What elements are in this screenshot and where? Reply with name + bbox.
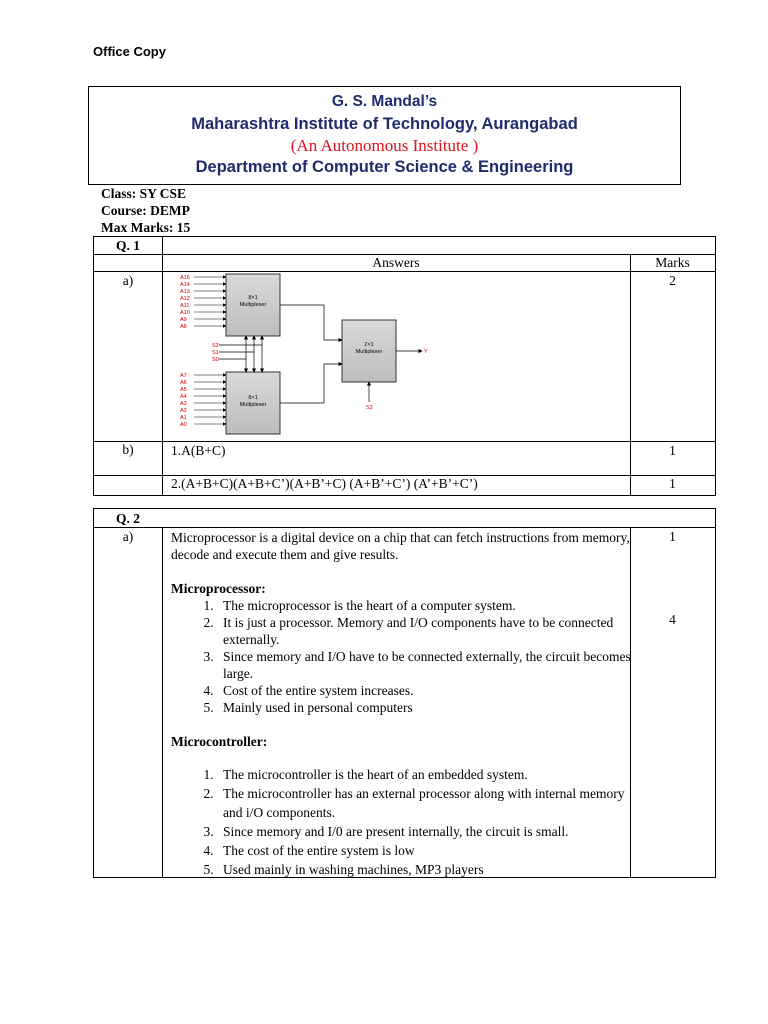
list-item: 5. Mainly used in personal computers [217, 699, 631, 716]
microprocessor-list [171, 597, 631, 716]
select-s2: S2 [212, 343, 219, 349]
answers-header: Answers [372, 255, 420, 270]
max-marks-label: Max Marks: 15 [101, 220, 191, 235]
mux-right-label-1: 2×1 [364, 342, 374, 348]
list-item: 2. The microcontroller has an external processor along with internal memory and i/O components. [217, 784, 631, 822]
q1b-marks-1: 1 [669, 443, 676, 458]
input-bottom-label-A4: A4 [180, 394, 187, 400]
input-top-label-A9: A9 [180, 317, 187, 323]
q1b-expression-2: 2.(A+B+C)(A+B+C’)(A+B’+C) (A+B’+C’) (A’+B’+C’) [171, 476, 478, 491]
q1-label: Q. 1 [115, 238, 140, 253]
q1a-marks: 2 [669, 273, 676, 288]
input-top-label-A10: A10 [180, 310, 190, 316]
input-bottom-label-A6: A6 [180, 380, 187, 386]
input-bottom-label-A3: A3 [180, 401, 187, 407]
input-bottom-label-A5: A5 [180, 387, 187, 393]
list-item: 4. Cost of the entire system increases. [217, 682, 631, 699]
output-y: Y [424, 349, 428, 355]
list-item: 3. Since memory and I/0 are present internally, the circuit is small. [217, 822, 631, 841]
mux-top-label-1: 8×1 [248, 295, 258, 301]
office-copy-label: Office Copy [93, 44, 166, 59]
microcontroller-list [171, 765, 631, 879]
q1b-expression-1: 1.A(B+C) [171, 443, 226, 458]
input-top-label-A15: A15 [180, 275, 190, 281]
input-top-label-A13: A13 [180, 289, 190, 295]
list-item: 4. The cost of the entire system is low [217, 841, 631, 860]
list-item: 2. It is just a processor. Memory and I/O components have to be connected externally. [217, 614, 631, 648]
list-item: 5. Used mainly in washing machines, MP3 players [217, 860, 631, 879]
course-label: Course: DEMP [101, 203, 190, 218]
input-top-label-A11: A11 [180, 303, 190, 309]
q2a-label: a) [122, 529, 134, 544]
input-bottom-label-A0: A0 [180, 422, 187, 428]
mux-bottom-label-1: 8×1 [248, 395, 258, 401]
header-line-1: G. S. Mandal’s [331, 93, 438, 110]
question-1-table [93, 236, 716, 496]
input-top-label-A12: A12 [180, 296, 190, 302]
mux-right-label-2: Multiplexer [355, 349, 383, 355]
q2a-marks-1: 1 [669, 529, 676, 544]
q2a-intro: Microprocessor is a digital device on a chip that can fetch instructions from memory, decode and execute them and give results. [171, 530, 630, 562]
input-bottom-label-A2: A2 [180, 408, 187, 414]
q1a-label: a) [122, 273, 134, 288]
input-top-label-A8: A8 [180, 324, 187, 330]
list-item: 3. Since memory and I/O have to be connected externally, the circuit becomes large. [217, 648, 631, 682]
marks-header: Marks [655, 255, 690, 270]
microcontroller-heading: Microcontroller: [171, 734, 268, 749]
list-item: 1. The microcontroller is the heart of an embedded system. [217, 765, 631, 784]
q1b-marks-2: 1 [669, 476, 676, 491]
select-s3: S3 [366, 405, 373, 411]
multiplexer-diagram [174, 272, 444, 440]
institute-header [88, 86, 681, 185]
mux-top-label-2: Multiplexer [239, 302, 267, 308]
input-bottom-label-A7: A7 [180, 373, 187, 379]
select-s0: S0 [212, 357, 219, 363]
header-line-2: Maharashtra Institute of Technology, Aurangabad [191, 115, 578, 133]
input-bottom-label-A1: A1 [180, 415, 187, 421]
list-item: 1. The microprocessor is the heart of a computer system. [217, 597, 631, 614]
microprocessor-heading: Microprocessor: [171, 581, 266, 596]
header-line-3: (An Autonomous Institute ) [290, 136, 479, 155]
q2a-marks-2: 4 [669, 612, 676, 627]
mux-bottom-label-2: Multiplexer [239, 402, 267, 408]
header-line-4: Department of Computer Science & Engineering [195, 158, 574, 176]
question-2-table [93, 508, 716, 878]
q2a-answer [171, 529, 631, 879]
input-top-label-A14: A14 [180, 282, 190, 288]
select-s1: S1 [212, 350, 219, 356]
q2-label: Q. 2 [115, 511, 140, 526]
class-label: Class: SY CSE [101, 186, 187, 201]
q1b-label: b) [122, 442, 134, 457]
